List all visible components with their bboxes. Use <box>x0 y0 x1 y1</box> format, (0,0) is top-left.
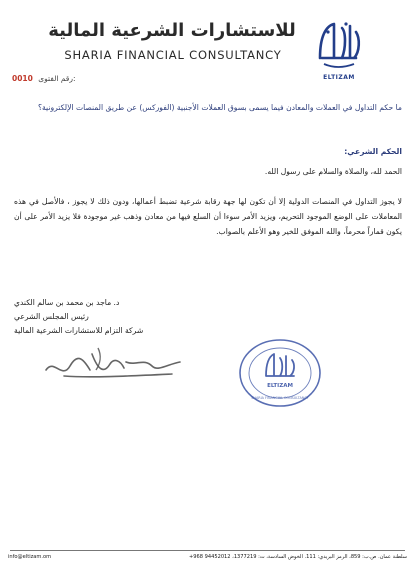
ruling-heading: الحكم الشرعي: <box>344 147 402 156</box>
footer-address: سلطنة عمان. ص.ب: 859، الرمز البريدي: 111. الخوض السادسة، ت: 1377219، 94452012 968+ <box>188 554 407 560</box>
answer-text: لا يجوز التداول في المنصات الدولية إلا أن تكون لها جهة رقابة شرعية تضبط أعمالها، ودون ذلك لا يجوز ، فالأصل في هذه المعاملات على الوضع الموجود التحريم، ويزيد الأمر سوءا أن السلع فيها من معادن وذهب غير موجودة فلا يزيد الأمر على أن يكون قماراً محرماً، والله الموفق للخير وهو الأعلم بالصواب. <box>14 197 402 236</box>
company-stamp <box>238 338 322 408</box>
fatwa-number: 0010 <box>12 74 33 83</box>
footer-email[interactable]: info@eltizam.om <box>8 554 52 560</box>
fatwa-number-label: رقم الفتوى: <box>38 74 76 83</box>
signatory-name: د. ماجد بن محمد بن سالم الكندي <box>14 298 120 307</box>
signatory-title: رئيس المجلس الشرعي <box>14 312 89 321</box>
handwritten-signature <box>40 340 190 388</box>
logo-wordmark: ELTIZAM <box>323 74 355 81</box>
eltizam-logo <box>312 18 364 70</box>
fatwa-number-row <box>12 74 76 83</box>
praise-line: الحمد لله، والصلاة والسلام على رسول الله. <box>264 167 402 176</box>
signatory-company: شركة التزام للاستشارات الشرعية المالية <box>14 326 144 335</box>
footer <box>8 554 407 560</box>
svg-text:ELTIZAM: ELTIZAM <box>267 383 293 389</box>
question-text: ما حكم التداول في العملات والمعادن فيما يسمى بسوق العملات الأجنبية (الفوركس) عن طريق المنصات الإلكترونية؟ <box>37 103 402 112</box>
svg-text:SHARIA FINANCIAL CONSULTANCY: SHARIA FINANCIAL CONSULTANCY <box>251 396 309 400</box>
footer-divider <box>10 550 405 551</box>
brand-name-english: SHARIA FINANCIAL CONSULTANCY <box>64 48 282 62</box>
brand-name-arabic: للاستشارات الشرعية المالية <box>48 20 296 41</box>
